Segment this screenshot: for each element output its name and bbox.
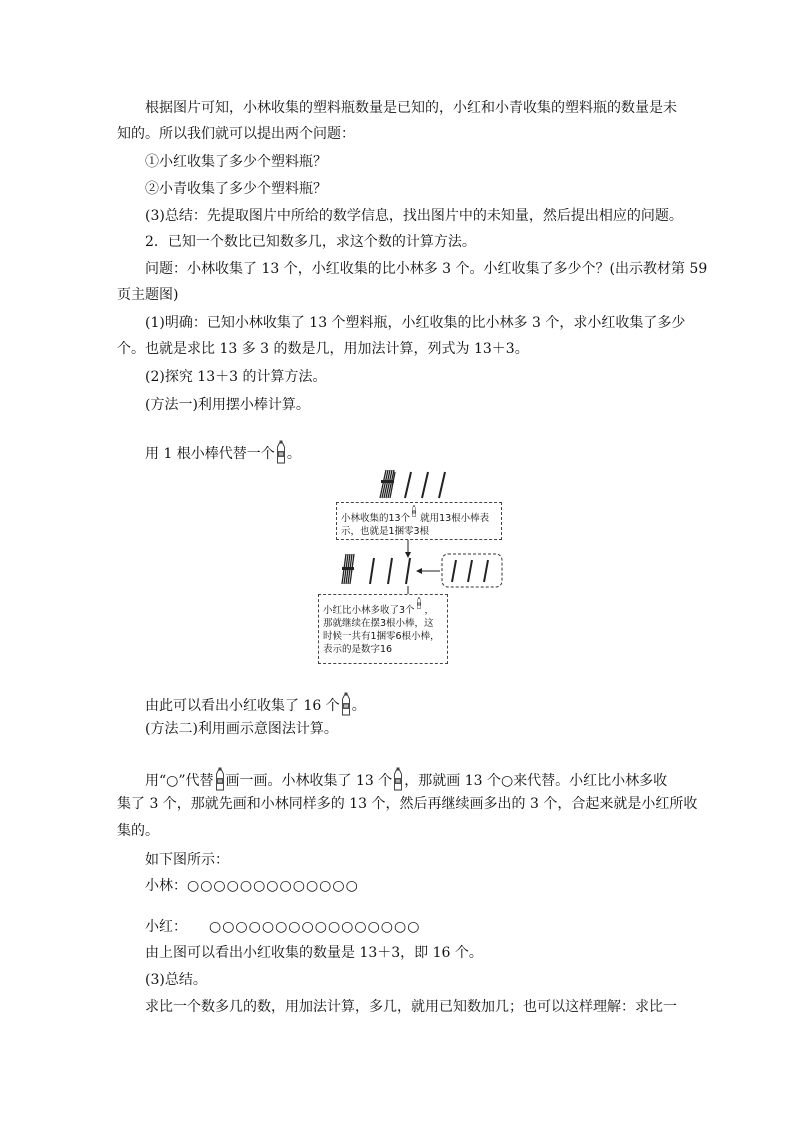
stick-icon <box>468 560 472 582</box>
stick-icon <box>370 558 374 584</box>
plastic-bottle-icon <box>416 597 424 617</box>
text-span: 画一画。小林收集了 13 个 <box>225 773 393 789</box>
note-xiaohong <box>318 594 448 664</box>
stick-substitution-line <box>145 440 705 464</box>
drawing-line: 集了 3 个，那就先画和小林同样多的 13 个，然后再继续画多出的 3 个，合起来就是小红所收 <box>117 796 698 812</box>
plastic-bottle-icon <box>411 505 419 525</box>
stick-icon <box>452 560 456 582</box>
xiaolin-row <box>145 877 705 895</box>
summary-text: 求比一个数多几的数，用加法计算，多几，就用已知数加几；也可以这样理解：求比一 <box>145 999 677 1015</box>
text-span: 由此可以看出小红收集了 16 个 <box>145 698 340 714</box>
drawing-line <box>145 767 705 791</box>
stick-bundle-icon <box>342 554 354 584</box>
note-text: ，那就继续在摆3根小棒，这时候一共有1捆零6根小棒，表示的是数字16 <box>323 605 440 655</box>
paragraph-line: 知的。所以我们就可以提出两个问题： <box>117 126 355 142</box>
stick-icon <box>405 472 411 498</box>
stick-icon <box>484 560 488 582</box>
xiaolin-label: 小林： <box>145 878 187 894</box>
clarify-line: (1)明确：已知小林收集了 13 个塑料瓶，小红收集的比小林多 3 个，求小红收集了多少 <box>145 315 686 331</box>
stick-icon <box>388 558 392 584</box>
clarify-line: 个。也就是求比 13 多 3 的数是几，用加法计算，列式为 13＋3。 <box>117 341 529 357</box>
text-span: 。 <box>286 446 301 462</box>
method-2-heading: (方法二)利用画示意图法计算。 <box>145 721 338 737</box>
xiaohong-label: 小红： <box>145 919 187 935</box>
summary-heading: (3)总结。 <box>145 972 207 988</box>
stick-icon <box>439 472 445 498</box>
stick-diagram <box>318 468 508 668</box>
plastic-bottle-icon <box>215 767 225 791</box>
note-text: 就用13根小棒表示，也就是1捆零3根 <box>341 513 490 537</box>
note-xiaolin <box>336 502 502 540</box>
question-2: ②小青收集了多少个塑料瓶？ <box>145 181 327 197</box>
problem-line: 页主题图) <box>117 287 179 303</box>
added-sticks-box <box>442 554 502 587</box>
text-span: 用“○”代替 <box>145 773 214 789</box>
explore-heading: (2)探究 13＋3 的计算方法。 <box>145 369 327 385</box>
summary-3: (3)总结：先提取图片中所给的数学信息，找出图片中的未知量，然后提出相应的问题。 <box>145 208 683 224</box>
text-span: ，那就画 13 个○来代替。小红比小林多收 <box>404 773 668 789</box>
section-heading-2: 2．已知一个数比已知数多几，求这个数的计算方法。 <box>145 234 476 250</box>
stick-icon <box>422 472 428 498</box>
plastic-bottle-icon <box>393 767 403 791</box>
conclusion-line <box>145 692 705 716</box>
method-1-heading: (方法一)利用摆小棒计算。 <box>145 397 310 413</box>
drawing-line: 集的。 <box>117 823 159 839</box>
plastic-bottle-icon <box>341 692 351 716</box>
as-shown-line: 如下图所示： <box>145 852 229 868</box>
text-span: 。 <box>351 698 366 714</box>
note-text: 小林收集的13个 <box>341 513 411 524</box>
problem-line: 问题：小林收集了 13 个，小红收集的比小林多 3 个。小红收集了多少个？(出示教材第 59 <box>145 261 708 277</box>
plastic-bottle-icon <box>276 440 286 464</box>
question-1: ①小红收集了多少个塑料瓶？ <box>145 154 327 170</box>
note-text: 小红比小林多收了3个 <box>323 605 415 616</box>
xiaolin-circles: ○○○○○○○○○○○○○ <box>187 878 359 894</box>
xiaohong-circles: ○○○○○○○○○○○○○○○○ <box>209 919 421 935</box>
xiaohong-row <box>145 918 705 936</box>
text-span: 用 1 根小棒代替一个 <box>145 446 275 462</box>
paragraph-line: 根据图片可知，小林收集的塑料瓶数量是已知的，小红和小青收集的塑料瓶的数量是未 <box>145 100 677 116</box>
conclusion-2: 由上图可以看出小红收集的数量是 13＋3，即 16 个。 <box>145 945 483 961</box>
stick-icon <box>406 558 410 584</box>
stick-bundle-icon <box>380 470 395 498</box>
